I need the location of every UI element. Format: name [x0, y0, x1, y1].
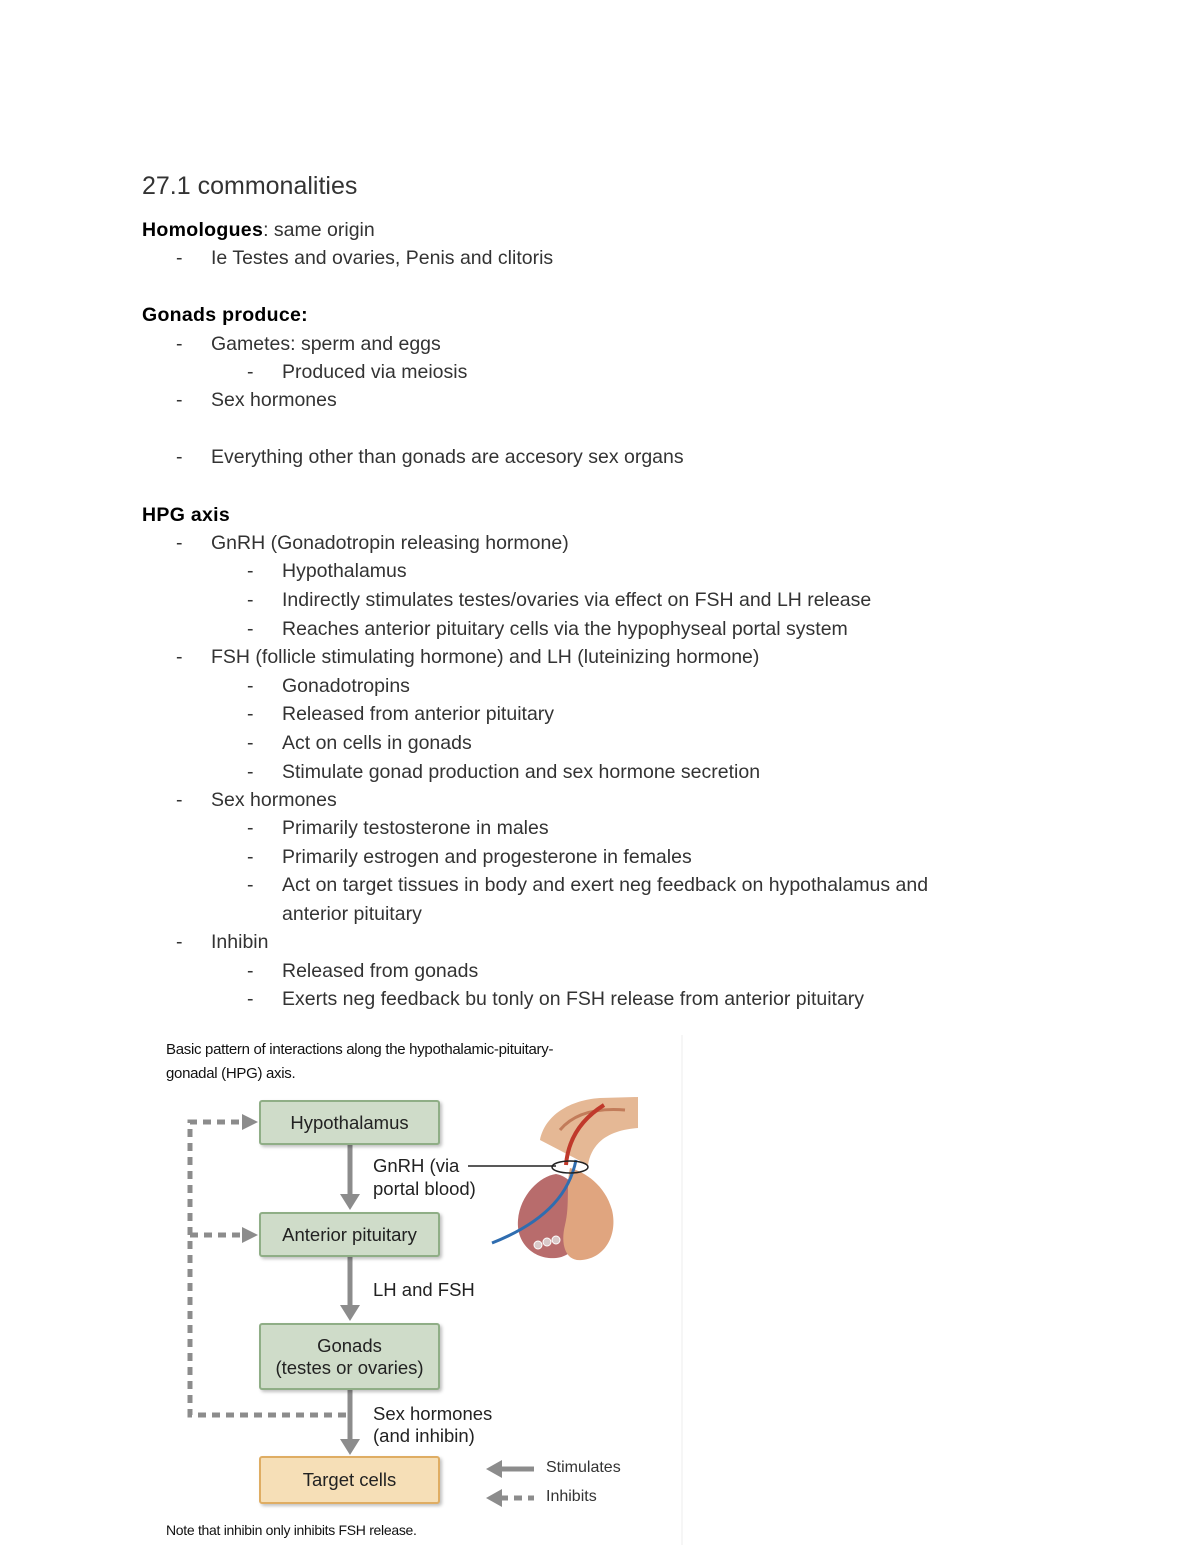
hpg-heading: HPG axis	[142, 504, 231, 526]
figure-note: Note that inhibin only inhibits FSH release.	[166, 1522, 417, 1538]
stimulate-arrow	[340, 1257, 360, 1321]
anterior-pituitary-label: Anterior pituitary	[282, 1223, 417, 1245]
list-item: Indirectly stimulates testes/ovaries via effect on FSH and LH release	[282, 589, 872, 611]
list-item: Act on target tissues in body and exert neg feedback on hypothalamus and	[282, 874, 929, 896]
bullet-dash: -	[176, 446, 183, 468]
bullet-dash: -	[247, 618, 254, 640]
list-item-continuation: anterior pituitary	[282, 903, 422, 925]
lh-fsh-label: LH and FSH	[373, 1279, 475, 1300]
legend-stimulates-arrow	[486, 1460, 534, 1478]
list-item: Sex hormones	[211, 389, 337, 411]
target-cells-box	[259, 1456, 440, 1504]
inhibit-arrowhead	[242, 1227, 258, 1243]
anterior-pituitary-box	[259, 1212, 440, 1257]
bullet-dash: -	[176, 532, 183, 554]
list-item: Gametes: sperm and eggs	[211, 333, 441, 355]
list-item: Released from gonads	[282, 960, 479, 982]
pituitary-illustration	[492, 1097, 638, 1260]
gonads-sublabel: (testes or ovaries)	[275, 1356, 424, 1378]
bullet-dash: -	[247, 703, 254, 725]
bullet-dash: -	[247, 874, 254, 896]
list-item: GnRH (Gonadotropin releasing hormone)	[211, 532, 569, 554]
bullet-dash: -	[176, 646, 183, 668]
list-item: Inhibin	[211, 931, 269, 953]
homologues-definition: : same origin	[263, 219, 375, 241]
list-item: Produced via meiosis	[282, 361, 468, 383]
list-item: Released from anterior pituitary	[282, 703, 555, 725]
list-item: Gonadotropins	[282, 675, 410, 697]
inhibit-arrowhead	[242, 1114, 258, 1130]
list-item: Hypothalamus	[282, 560, 407, 582]
hypothalamus-label: Hypothalamus	[290, 1111, 409, 1133]
legend-inhibits-label: Inhibits	[546, 1488, 597, 1505]
bullet-dash: -	[247, 675, 254, 697]
hypothalamus-box	[259, 1100, 440, 1145]
bullet-dash: -	[247, 361, 254, 383]
sex-hormones-label-line1: Sex hormones	[373, 1403, 493, 1424]
bullet-dash: -	[247, 589, 254, 611]
gonads-heading: Gonads produce:	[142, 304, 308, 326]
list-item: Stimulate gonad production and sex hormone secretion	[282, 761, 761, 783]
bullet-dash: -	[176, 789, 183, 811]
legend-inhibits-arrow	[486, 1489, 534, 1507]
list-item: Reaches anterior pituitary cells via the hypophyseal portal system	[282, 618, 848, 640]
bullet-dash: -	[247, 960, 254, 982]
list-item: Act on cells in gonads	[282, 732, 472, 754]
bullet-dash: -	[247, 988, 254, 1010]
gonads-box	[259, 1323, 440, 1390]
figure-caption-line1: Basic pattern of interactions along the hypothalamic-pituitary-	[166, 1041, 554, 1058]
list-item: Primarily testosterone in males	[282, 817, 549, 839]
list-item: Exerts neg feedback bu tonly on FSH release from anterior pituitary	[282, 988, 865, 1010]
legend-stimulates-label: Stimulates	[546, 1459, 621, 1476]
target-cells-label: Target cells	[302, 1469, 397, 1490]
bullet-dash: -	[247, 761, 254, 783]
page-title: 27.1 commonalities	[142, 172, 358, 200]
sex-hormones-label-line2: (and inhibin)	[373, 1425, 475, 1446]
gnrh-label-line1: GnRH (via	[373, 1155, 460, 1176]
gonads-label: Gonads	[317, 1334, 382, 1356]
list-item: Primarily estrogen and progesterone in females	[282, 846, 692, 868]
list-item: Sex hormones	[211, 789, 337, 811]
bullet-dash: -	[176, 389, 183, 411]
figure-caption-line2: gonadal (HPG) axis.	[166, 1065, 296, 1082]
list-item: FSH (follicle stimulating hormone) and LH (luteinizing hormone)	[211, 646, 760, 668]
bullet-dash: -	[176, 931, 183, 953]
bullet-dash: -	[247, 846, 254, 868]
list-item: Everything other than gonads are accesory sex organs	[211, 446, 684, 468]
list-item: Ie Testes and ovaries, Penis and clitoris	[211, 247, 554, 269]
bullet-dash: -	[176, 333, 183, 355]
bullet-dash: -	[176, 247, 183, 269]
bullet-dash: -	[247, 560, 254, 582]
gnrh-label-line2: portal blood)	[373, 1178, 476, 1199]
homologues-term: Homologues	[142, 219, 264, 241]
stimulate-arrow	[340, 1145, 360, 1210]
bullet-dash: -	[247, 817, 254, 839]
stimulate-arrow	[340, 1390, 360, 1455]
bullet-dash: -	[247, 732, 254, 754]
